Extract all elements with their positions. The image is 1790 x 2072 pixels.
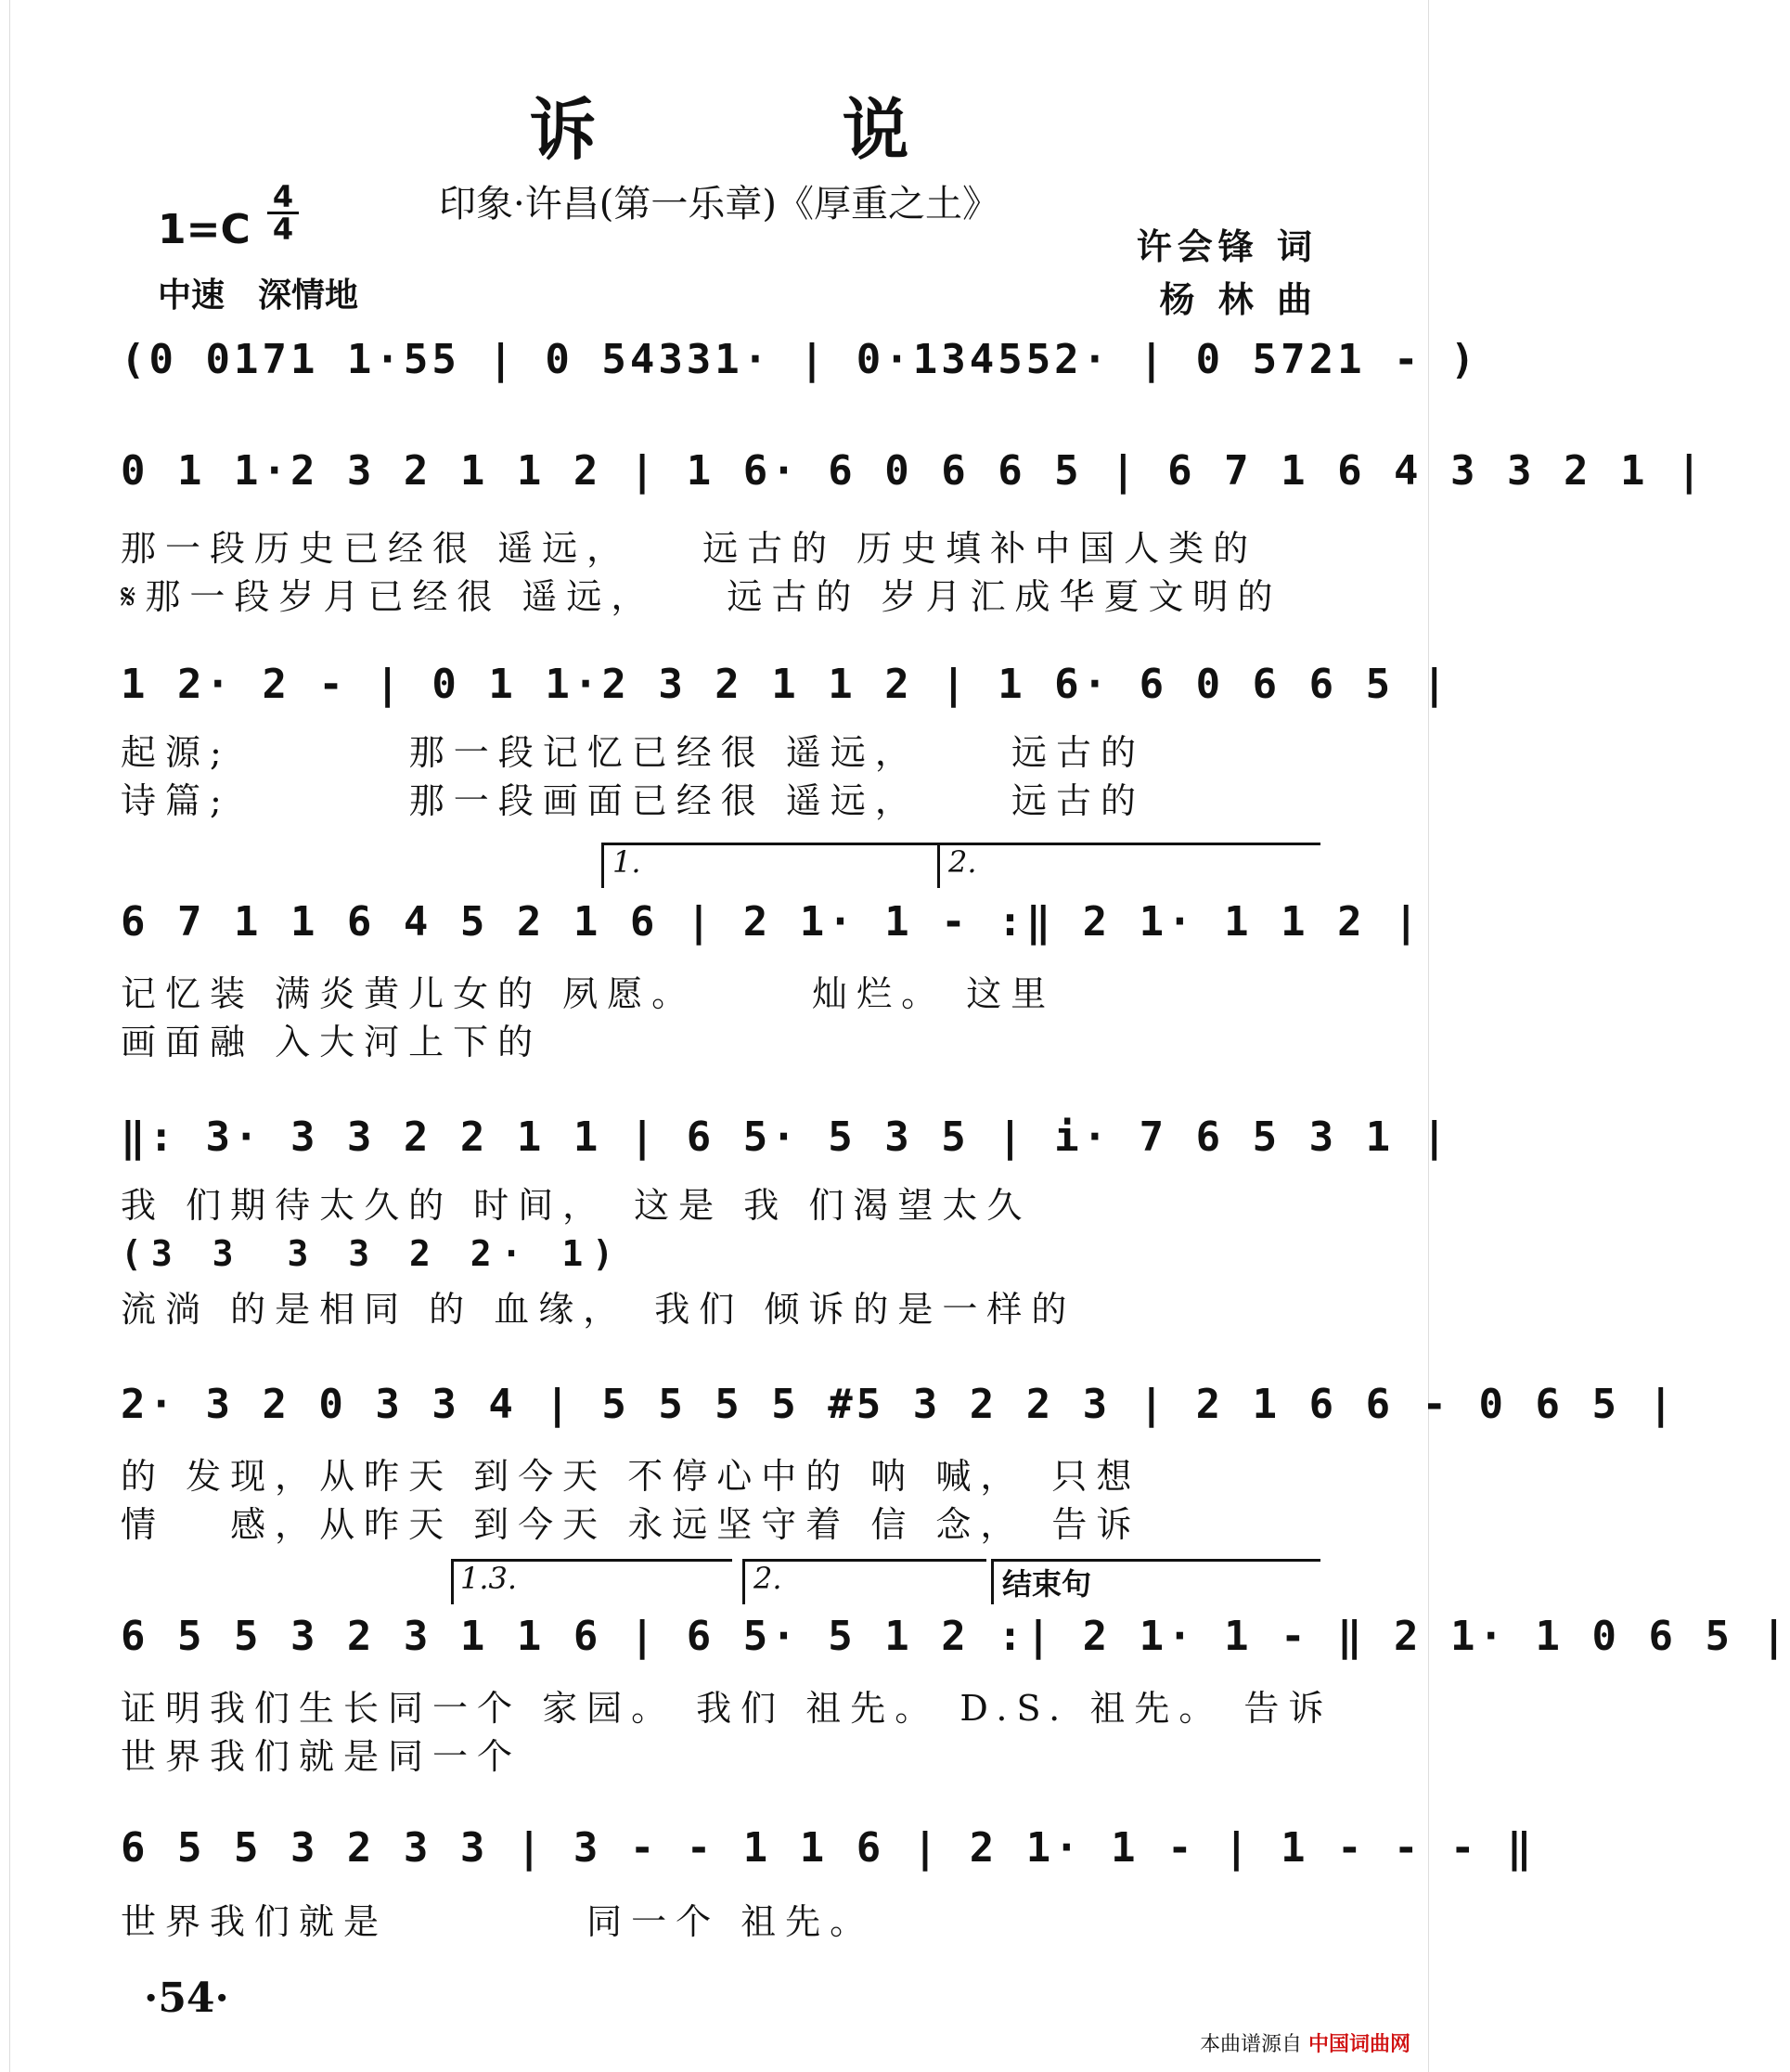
page-number: ·54· [144, 1975, 229, 2022]
left-page-edge [0, 0, 10, 2072]
lyric-line-3b: 诗篇; 那一段画面已经很 遥远， 远古的 [121, 780, 1145, 821]
lyric-line-5b: (3 3 3 3 2 2· 1) [121, 1233, 624, 1274]
ending-label: 结束句 [1002, 1566, 1092, 1602]
volta-label-2b: 2. [753, 1561, 782, 1596]
lyric-line-3a: 起源; 那一段记忆已经很 遥远， 远古的 [121, 732, 1145, 773]
lyric-line-2b: 𝄋那一段岁月已经很 遥远， 远古的 岁月汇成华夏文明的 [121, 576, 1282, 617]
volta-bracket-1 [601, 843, 938, 888]
volta-label-2: 2. [948, 844, 977, 880]
source-credit [1200, 2028, 1410, 2057]
song-title: 诉 说 [529, 90, 1021, 169]
lyricist-credit: 许会锋 词 [1136, 225, 1318, 267]
lyric-line-7a: 证明我们生长同一个 家园。 我们 祖先。 D.S. 祖先。 告诉 [121, 1688, 1333, 1729]
song-subtitle: 印象·许昌(第一乐章)《厚重之土》 [439, 183, 999, 225]
score-line-2: 0 1 1·2 3 2 1 1 2 | 1 6· 6 0 6 6 5 | 6 7 1 6 4 3 3 2 1 | [121, 447, 1706, 495]
score-line-8: 6 5 5 3 2 3 3 | 3 - - 1 1 6 | 2 1· 1 - | 1 - - - ‖ [121, 1824, 1536, 1872]
lyric-line-2a: 那一段历史已经很 遥远， 远古的 历史填补中国人类的 [121, 528, 1258, 569]
time-signature [267, 179, 299, 247]
score-line-7: 6 5 5 3 2 3 1 1 6 | 6 5· 5 1 2 :| 2 1· 1 - ‖ 2 1· 1 0 6 5 | [121, 1613, 1790, 1660]
source-prefix: 本曲谱源自 [1199, 2033, 1302, 2056]
time-signature-top: 4 [267, 182, 299, 214]
score-line-6: 2· 3 2 0 3 3 4 | 5 5 5 5 #5 3 2 2 3 | 2 1 6 6 - 0 6 5 | [121, 1381, 1677, 1428]
volta-label-1-3: 1.3. [460, 1561, 518, 1596]
lyric-line-4b: 画面融 入大河上下的 [121, 1022, 543, 1062]
volta-label-1: 1. [612, 844, 641, 880]
time-signature-bottom: 4 [272, 212, 294, 247]
lyric-line-6b: 情 感，从昨天 到今天 永远坚守着 信 念， 告诉 [121, 1504, 1141, 1545]
score-line-1: (0 0171 1·55 | 0 54331· | 0·134552· | 0 5721 - ) [121, 336, 1479, 383]
lyric-line-8a: 世界我们就是 同一个 祖先。 [121, 1901, 875, 1942]
volta-bracket-2 [937, 843, 1320, 888]
score-line-3: 1 2· 2 - | 0 1 1·2 3 2 1 1 2 | 1 6· 6 0 6 6 5 | [121, 661, 1451, 708]
right-page-edge [1428, 0, 1438, 2072]
score-line-5: ‖: 3· 3 3 2 2 1 1 | 6 5· 5 3 5 | i· 7 6 5 3 1 | [121, 1113, 1451, 1161]
tempo-marking: 中速 深情地 [158, 276, 359, 315]
lyric-line-5a: 我 们期待太久的 时间， 这是 我 们渴望太久 [121, 1185, 1032, 1226]
lyric-line-7b: 世界我们就是同一个 [121, 1736, 522, 1777]
source-site: 中国词曲网 [1307, 2033, 1410, 2056]
composer-credit: 杨 林 曲 [1159, 278, 1318, 320]
lyric-line-5c: 流淌 的是相同 的 血缘， 我们 倾诉的是一样的 [121, 1289, 1076, 1330]
lyric-line-4a: 记忆装 满炎黄儿女的 夙愿。 灿烂。 这里 [121, 973, 1056, 1014]
key-signature: 1=C [158, 206, 251, 253]
lyric-line-6a: 的 发现，从昨天 到今天 不停心中的 呐 喊， 只想 [121, 1456, 1141, 1497]
score-line-4: 6 7 1 1 6 4 5 2 1 6 | 2 1· 1 - :‖ 2 1· 1 1 2 | [121, 898, 1423, 946]
